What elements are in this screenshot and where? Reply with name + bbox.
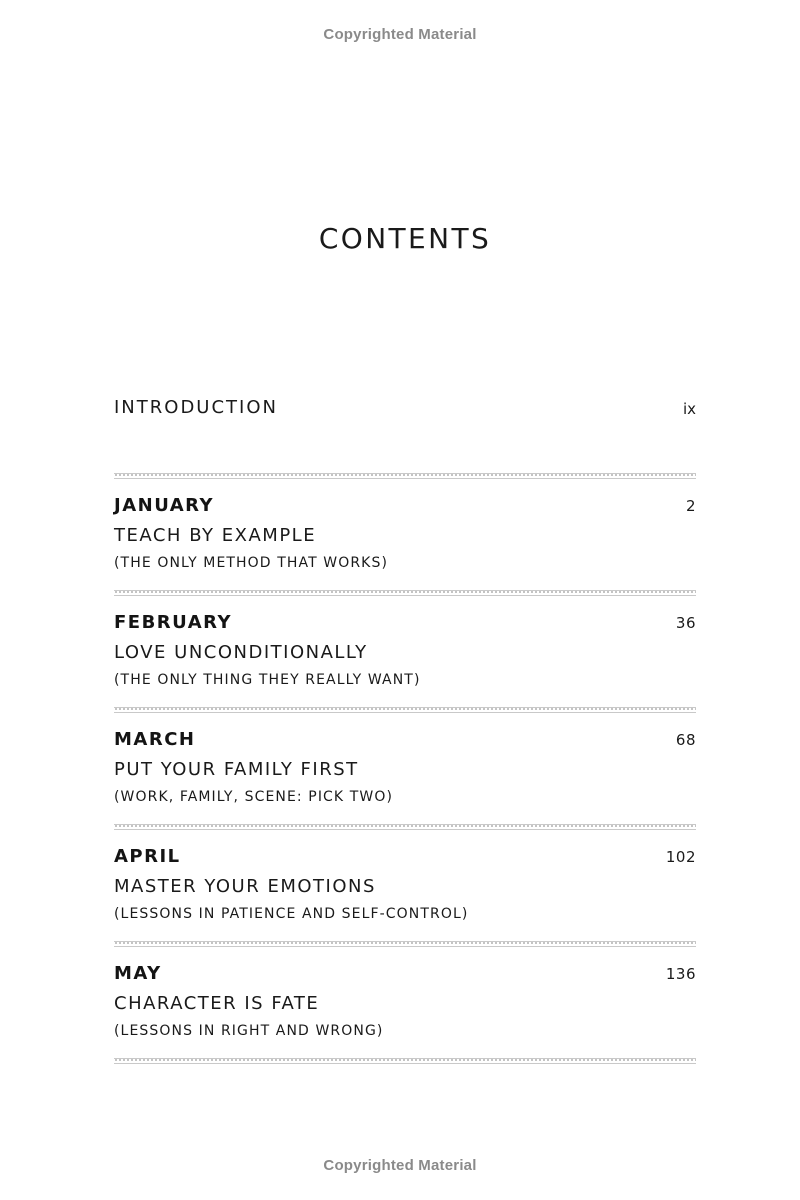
copyright-watermark-top: Copyrighted Material [323, 26, 477, 43]
toc-entry-theme: LOVE UNCONDITIONALLY [114, 642, 368, 663]
toc-entry-label: INTRODUCTION [114, 397, 278, 418]
toc-entry-month: JANUARY [114, 495, 215, 516]
dotted-divider [114, 473, 696, 479]
copyright-watermark-bottom: Copyrighted Material [323, 1157, 477, 1174]
toc-page-number: ix [682, 400, 696, 418]
dotted-divider [114, 1058, 696, 1064]
toc-entry-january[interactable] [114, 495, 696, 585]
dotted-divider [114, 941, 696, 947]
toc-entry-subtitle: (THE ONLY THING THEY REALLY WANT) [114, 672, 421, 688]
toc-entry-subtitle: (THE ONLY METHOD THAT WORKS) [114, 555, 389, 571]
toc-entry-march[interactable] [114, 729, 696, 819]
toc-entry-theme: TEACH BY EXAMPLE [114, 525, 317, 546]
toc-entry-month: MARCH [114, 729, 196, 750]
toc-page-number: 2 [685, 497, 696, 515]
toc-entry-month: MAY [114, 963, 162, 984]
toc-entry-subtitle: (WORK, FAMILY, SCENE: PICK TWO) [114, 789, 394, 805]
toc-entry-theme: CHARACTER IS FATE [114, 993, 320, 1014]
toc-entry-april[interactable] [114, 846, 696, 936]
toc-entry-month: APRIL [114, 846, 181, 867]
dotted-divider [114, 707, 696, 713]
toc-entry-february[interactable] [114, 612, 696, 702]
dotted-divider [114, 590, 696, 596]
dotted-divider [114, 824, 696, 830]
toc-page-number: 68 [675, 731, 696, 749]
toc-entry-introduction[interactable] [114, 397, 696, 423]
toc-entry-subtitle: (LESSONS IN RIGHT AND WRONG) [114, 1023, 384, 1039]
toc-entry-month: FEBRUARY [114, 612, 233, 633]
toc-entry-theme: PUT YOUR FAMILY FIRST [114, 759, 359, 780]
toc-entry-theme: MASTER YOUR EMOTIONS [114, 876, 376, 897]
toc-entry-subtitle: (LESSONS IN PATIENCE AND SELF-CONTROL) [114, 906, 469, 922]
toc-entry-may[interactable] [114, 963, 696, 1053]
toc-page-number: 102 [665, 848, 696, 866]
toc-page-number: 136 [665, 965, 696, 983]
toc-page-number: 36 [675, 614, 696, 632]
page-title: CONTENTS [318, 222, 492, 255]
